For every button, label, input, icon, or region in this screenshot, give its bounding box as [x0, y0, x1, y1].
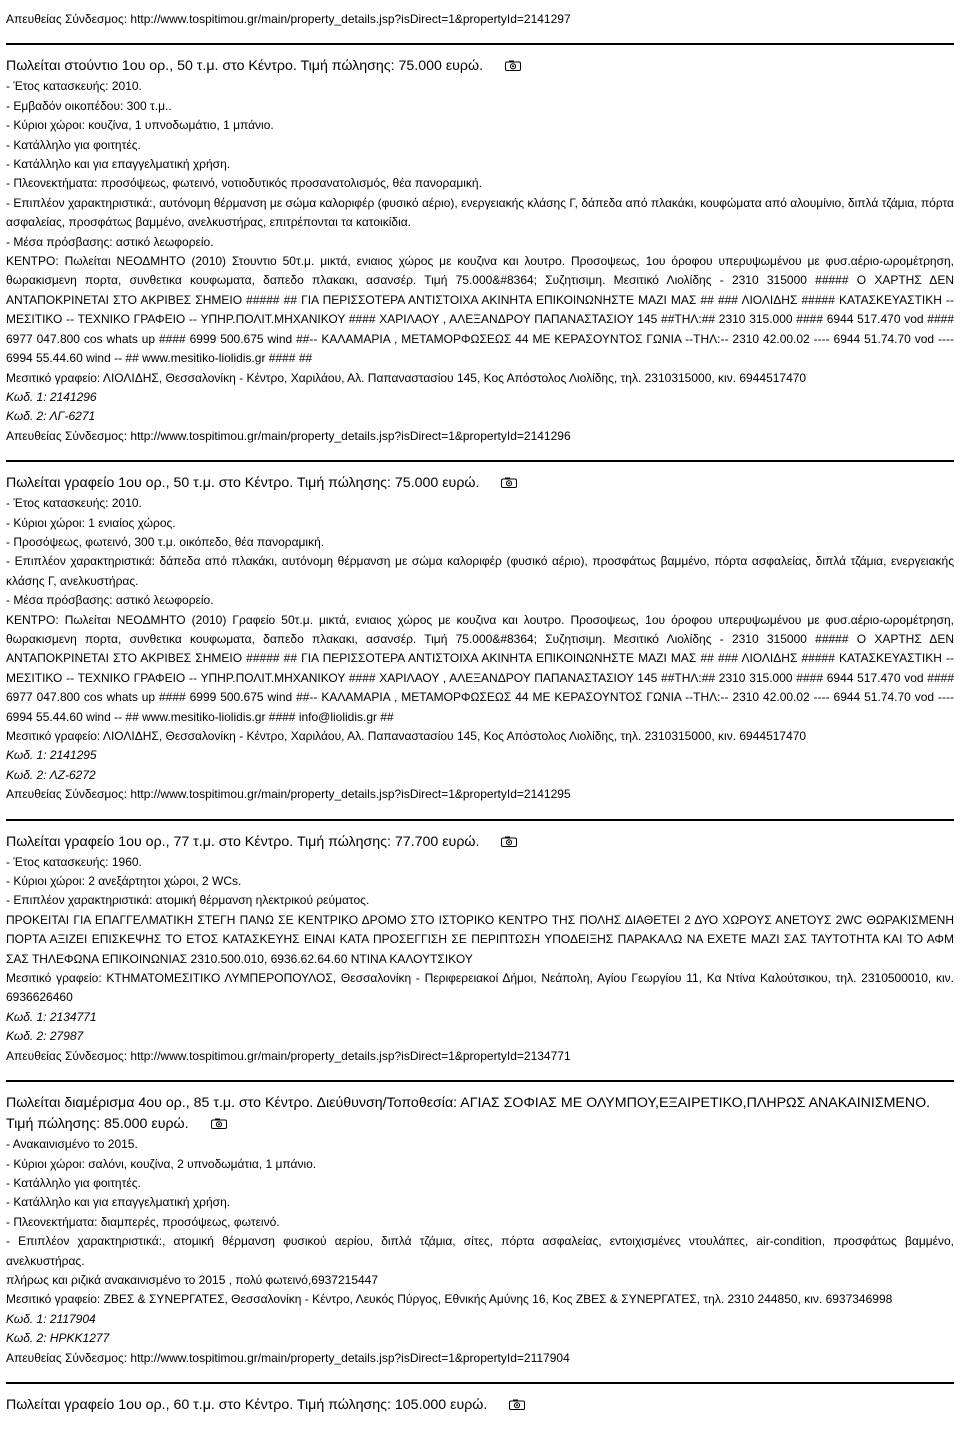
listing-title-text: Πωλείται γραφείο 1ου ορ., 77 τ.μ. στο Κέντρο. Τιμή πώλησης: 77.700 ευρώ.: [6, 833, 480, 850]
listing-agency: Μεσιτικό γραφείο: ΖΒΕΣ & ΣΥΝΕΡΓΑΤΕΣ, Θεσσαλονίκη - Κέντρο, Λευκός Πύργος, Εθνικής Αμύνης 16, Κος ΖΒΕΣ & ΣΥΝΕΡΓΑΤΕΣ, τηλ. 2310 244850, κιν. 6937346998: [6, 1292, 893, 1307]
listing-description: ΠΡΟΚΕΙΤΑΙ ΓΙΑ ΕΠΑΓΓΕΛΜΑΤΙΚΗ ΣΤΕΓΗ ΠΑΝΩ ΣΕ ΚΕΝΤΡΙΚΟ ΔΡΟΜΟ ΣΤΟ ΙΣΤΟΡΙΚΟ ΚΕΝΤΡΟ ΤΗΣ ΠΟΛΗΣ ΔΙΑΘΕΤΕΙ 2 ΔΥΟ ΧΩΡΟΥΣ ΑΝΕΤΟΥΣ 2WC ΘΩΡΑΚΙΣΜΕΝΗ ΠΟΡΤΑ ΑΞΙΖΕΙ ΕΠΙΣΚΕΨΗΣ ΤΟ ΕΤΟΣ ΚΑΤΑΣΚΕΥΗΣ ΕΙΝΑΙ ΚΑΤΑ ΠΡΟΣΕΓΓΙΣΗ ΣΕ ΠΕΡΙΠΤΩΣΗ ΥΠΟΔΕΙΞΗΣ ΠΑΡΑΚΑΛΩ ΝΑ ΕΧΕΤΕ ΜΑΖΙ ΣΑΣ ΤΑΥΤΟΤΗΤΑ ΚΑΙ ΤΟ ΑΦΜ ΣΑΣ ΤΗΛΕΦΩΝΑ ΕΠΙΚΟΙΝΩΝΙΑΣ 2310.500.010, 6936.62.64.60 ΝΤΙΝΑ ΚΑΛΟΥΤΣΙΚΟΥ: [6, 912, 954, 966]
listing-description: ΚΕΝΤΡΟ: Πωλείται ΝΕΟΔΜΗΤΟ (2010) Γραφείο 50τ.μ. μικτά, ενιαιος χώρος με κουζινα και λουτρο. Προσοψεως, 1ου όροφου υπερυψωμένου με φυσ.αέριο-ωρομέτρηση, θωρακισμενη πορτα, συνθετικα κουφωματα, δαπεδο πλακακι, ασανσέρ. Τιμή 75.000&#8364; Συζητισιμη. Μεσιτικό Λιολίδης - 2310 315000 ##### Ο ΧΑΡΤΗΣ ΔΕΝ ΑΝΤΑΠΟΚΡΙΝΕΤΑΙ ΣΤΟ ΑΚΡΙΒΕΣ ΣΗΜΕΙΟ ##### ## ΓΙΑ ΠΕΡΙΣΣΟΤΕΡΑ ΑΝΤΙΣΤΟΙΧΑ ΑΚΙΝΗΤΑ ΕΠΙΚΟΙΝΩΝΗΣΤΕ ΜΑΖΙ ΜΑΣ ## ### ΛΙΟΛΙΔΗΣ ##### ΚΑΤΑΣΚΕΥΑΣΤΙΚΗ -- ΜΕΣΙΤΙΚΟ -- ΤΕΧΝΙΚΟ ΓΡΑΦΕΙΟ -- ΥΠΗΡ.ΠΟΛΙΤ.ΜΗΧΑΝΙΚΟΥ #### ΧΑΡΙΛΑΟΥ , ΑΛΕΞΑΝΔΡΟΥ ΠΑΠΑΝΑΣΤΑΣΙΟΥ 145 ##ΤΗΛ:## 2310 315.000 #### 6944 517.470 vod #### 6977 047.800 cos whats up #### 6999 500.675 wind ##-- ΚΑΛΑΜΑΡΙΑ , ΜΕΤΑΜΟΡΦΩΣΕΩΣ 44 ΜΕ ΚΕΡΑΣΟΥΝΤΟΣ ΓΩΝΙΑ --ΤΗΛ:-- 2310 42.00.02 ---- 6944 51.74.70 vod ---- 6994 55.44.60 wind -- ## www.mesitiko-liolidis.gr #### info@liolidis.gr ##: [6, 612, 954, 724]
listing-detail: - Κύριοι χώροι: κουζίνα, 1 υπνοδωμάτιο, 1 μπάνιο.: [6, 118, 274, 133]
listing-detail: - Προσόψεως, φωτεινό, 300 τ.μ. οικόπεδο, θέα πανοραμική.: [6, 534, 325, 549]
listing-code-1: Κωδ. 1: 2134771: [6, 1009, 97, 1024]
listing-code-2: Κωδ. 2: ΛΖ-6272: [6, 767, 96, 782]
listing-direct-link[interactable]: Απευθείας Σύνδεσμος: http://www.tospitimou.gr/main/property_details.jsp?isDirect=1&propertyId=2141295: [6, 787, 571, 802]
listing: [6, 473, 954, 805]
listing-title-text: Πωλείται γραφείο 1ου ορ., 60 τ.μ. στο Κέντρο. Τιμή πώλησης: 105.000 ευρώ.: [6, 1396, 488, 1413]
listing-code-2: Κωδ. 2: 27987: [6, 1029, 84, 1044]
listing-agency: Μεσιτικό γραφείο: ΛΙΟΛΙΔΗΣ, Θεσσαλονίκη - Κέντρο, Χαριλάου, Αλ. Παπαναστασίου 145, Κος Απόστολος Λιολίδης, τηλ. 2310315000, κιν. 6944517470: [6, 370, 807, 385]
listing-detail: - Κύριοι χώροι: 1 ενιαίος χώρος.: [6, 515, 176, 530]
listing-transport: - Μέσα πρόσβασης: αστικό λεωφορείο.: [6, 234, 214, 249]
listing-code-1: Κωδ. 1: 2117904: [6, 1311, 96, 1326]
listing-detail: - Κατάλληλο για φοιτητές.: [6, 137, 141, 152]
camera-icon[interactable]: [501, 836, 517, 847]
listing-detail: - Επιπλέον χαρακτηριστικά: ατομική θέρμανση ηλεκτρικού ρεύματος.: [6, 893, 370, 908]
listing-detail: - Κατάλληλο για φοιτητές.: [6, 1175, 141, 1190]
separator: [6, 43, 954, 45]
listing-title[interactable]: [6, 832, 954, 853]
listing-title-text: Πωλείται γραφείο 1ου ορ., 50 τ.μ. στο Κέντρο. Τιμή πώλησης: 75.000 ευρώ.: [6, 475, 480, 492]
listing-code-1: Κωδ. 1: 2141295: [6, 748, 97, 763]
separator: [6, 819, 954, 821]
listing-title[interactable]: [6, 1395, 954, 1416]
listing-direct-link[interactable]: Απευθείας Σύνδεσμος: http://www.tospitimou.gr/main/property_details.jsp?isDirect=1&propertyId=2134771: [6, 1048, 571, 1063]
listing-detail: - Κύριοι χώροι: 2 ανεξάρτητοι χώροι, 2 WCs.: [6, 874, 242, 889]
listing: [6, 1395, 954, 1416]
listing-detail: - Έτος κατασκευής: 2010.: [6, 79, 142, 94]
separator: [6, 460, 954, 462]
listing-detail: - Ανακαινισμένο το 2015.: [6, 1137, 138, 1152]
listing-detail: - Κατάλληλο και για επαγγελματική χρήση.: [6, 1195, 231, 1210]
listing-detail: - Έτος κατασκευής: 2010.: [6, 496, 142, 511]
listing: [6, 1093, 954, 1368]
camera-icon[interactable]: [505, 60, 521, 71]
listing-features: - Επιπλέον χαρακτηριστικά:, ατομική θέρμανση φυσικού αερίου, διπλά τζάμια, σίτες, πόρτα ασφαλείας, εντοιχισμένες ντουλάπες, air-condition, προσφάτως βαμμένο, ανελκυστήρας.: [6, 1234, 954, 1268]
listing-transport: - Μέσα πρόσβασης: αστικό λεωφορείο.: [6, 593, 214, 608]
listing: [6, 56, 954, 446]
listing-title[interactable]: [6, 1093, 954, 1135]
listing-direct-link[interactable]: Απευθείας Σύνδεσμος: http://www.tospitimou.gr/main/property_details.jsp?isDirect=1&propertyId=2117904: [6, 1350, 570, 1365]
listing-code-1: Κωδ. 1: 2141296: [6, 389, 97, 404]
listing-agency: Μεσιτικό γραφείο: ΚΤΗΜΑΤΟΜΕΣΙΤΙΚΟ ΛΥΜΠΕΡΟΠΟΥΛΟΣ, Θεσσαλονίκη - Περιφερειακοί Δήμοι, Νεάπολη, Αγίου Γεωργίου 11, Κα Ντίνα Καλούτσικου, τηλ. 2310500010, κιν. 6936626460: [6, 971, 954, 1005]
listing-description: ΚΕΝΤΡΟ: Πωλείται ΝΕΟΔΜΗΤΟ (2010) Στουντιο 50τ.μ. μικτά, ενιαιος χώρος με κουζινα και λουτρο. Προσοψεως, 1ου όροφου υπερυψωμένου με φυσ.αέριο-ωρομέτρηση, θωρακισμενη πορτα, συνθετικα κουφωματα, δαπεδο πλακακι, ασανσέρ. Τιμή 75.000&#8364; Συζητισιμη. Μεσιτικό Λιολίδης - 2310 315000 ##### Ο ΧΑΡΤΗΣ ΔΕΝ ΑΝΤΑΠΟΚΡΙΝΕΤΑΙ ΣΤΟ ΑΚΡΙΒΕΣ ΣΗΜΕΙΟ ##### ## ΓΙΑ ΠΕΡΙΣΣΟΤΕΡΑ ΑΝΤΙΣΤΟΙΧΑ ΑΚΙΝΗΤΑ ΕΠΙΚΟΙΝΩΝΗΣΤΕ ΜΑΖΙ ΜΑΣ ## ### ΛΙΟΛΙΔΗΣ ##### ΚΑΤΑΣΚΕΥΑΣΤΙΚΗ -- ΜΕΣΙΤΙΚΟ -- ΤΕΧΝΙΚΟ ΓΡΑΦΕΙΟ -- ΥΠΗΡ.ΠΟΛΙΤ.ΜΗΧΑΝΙΚΟΥ #### ΧΑΡΙΛΑΟΥ , ΑΛΕΞΑΝΔΡΟΥ ΠΑΠΑΝΑΣΤΑΣΙΟΥ 145 ##ΤΗΛ:## 2310 315.000 #### 6944 517.470 vod #### 6977 047.800 cos whats up #### 6999 500.675 wind ##-- ΚΑΛΑΜΑΡΙΑ , ΜΕΤΑΜΟΡΦΩΣΕΩΣ 44 ΜΕ ΚΕΡΑΣΟΥΝΤΟΣ ΓΩΝΙΑ --ΤΗΛ:-- 2310 42.00.02 ---- 6944 51.74.70 vod ---- 6994 55.44.60 wind -- ## www.mesitiko-liolidis.gr #### ##: [6, 254, 954, 366]
listing-detail: - Πλεονεκτήματα: διαμπερές, προσόψεως, φωτεινό.: [6, 1214, 280, 1229]
listing-description: πλήρως και ριζικά ανακαινισμένο το 2015 , πολύ φωτεινό,6937215447: [6, 1272, 379, 1287]
camera-icon[interactable]: [211, 1118, 227, 1129]
separator: [6, 1080, 954, 1082]
listing-features: - Επιπλέον χαρακτηριστικά: δάπεδα από πλακάκι, αυτόνομη θέρμανση με σώμα καλοριφέρ (φυσικό αέριο), προσφάτως βαμμένο, πόρτα ασφαλείας, διπλά τζάμια, ενεργειακής κλάσης Γ, ανελκυστήρας.: [6, 554, 954, 588]
listing-detail: - Πλεονεκτήματα: προσόψεως, φωτεινό, νοτιοδυτικός προσανατολισμός, θέα πανοραμική.: [6, 176, 482, 191]
listing-direct-link[interactable]: Απευθείας Σύνδεσμος: http://www.tospitimou.gr/main/property_details.jsp?isDirect=1&propertyId=2141296: [6, 428, 571, 443]
listing-detail: - Κατάλληλο και για επαγγελματική χρήση.: [6, 157, 231, 172]
listing-features: - Επιπλέον χαρακτηριστικά:, αυτόνομη θέρμανση με σώμα καλοριφέρ (φυσικό αέριο), ενεργειακής κλάσης Γ, δάπεδα από πλακάκι, κουφώματα από αλουμίνιο, διπλά τζάμια, πόρτα ασφαλείας, προσφάτως βαμμένο, ανελκυστήρας, επιτρέπονται τα κατοικίδια.: [6, 195, 954, 230]
listing-code-2: Κωδ. 2: ΗΡΚΚ1277: [6, 1331, 110, 1346]
listing-title[interactable]: [6, 56, 954, 77]
listing-detail: - Έτος κατασκευής: 1960.: [6, 854, 142, 869]
listing-agency: Μεσιτικό γραφείο: ΛΙΟΛΙΔΗΣ, Θεσσαλονίκη - Κέντρο, Χαριλάου, Αλ. Παπαναστασίου 145, Κος Απόστολος Λιολίδης, τηλ. 2310315000, κιν. 6944517470: [6, 729, 807, 743]
listing-detail: - Κύριοι χώροι: σαλόνι, κουζίνα, 2 υπνοδωμάτια, 1 μπάνιο.: [6, 1156, 317, 1171]
listing-title-text: Πωλείται στούντιο 1ου ορ., 50 τ.μ. στο Κέντρο. Τιμή πώλησης: 75.000 ευρώ.: [6, 58, 484, 75]
camera-icon[interactable]: [501, 477, 517, 488]
separator: [6, 1382, 954, 1384]
listing-title-text: Πωλείται διαμέρισμα 4ου ορ., 85 τ.μ. στο Κέντρο. Διεύθυνση/Τοποθεσία: ΑΓΙΑΣ ΣΟΦΙΑΣ ΜΕ ΟΛΥΜΠΟΥ,ΕΞΑΙΡΕΤΙΚΟ,ΠΛΗΡΩΣ ΑΝΑΚΑΙΝΙΣΜΕΝΟ. Τιμή πώλησης: 85.000 ευρώ.: [6, 1095, 931, 1133]
top-direct-link[interactable]: Απευθείας Σύνδεσμος: http://www.tospitimou.gr/main/property_details.jsp?isDirect=1&propertyId=2141297: [6, 12, 571, 26]
listings-document: [6, 10, 954, 1416]
camera-icon[interactable]: [509, 1399, 525, 1410]
listing-detail: - Εμβαδόν οικοπέδου: 300 τ.μ..: [6, 98, 172, 113]
listing-code-2: Κωδ. 2: ΛΓ-6271: [6, 409, 96, 424]
listing: [6, 832, 954, 1066]
listing-title[interactable]: [6, 473, 954, 494]
